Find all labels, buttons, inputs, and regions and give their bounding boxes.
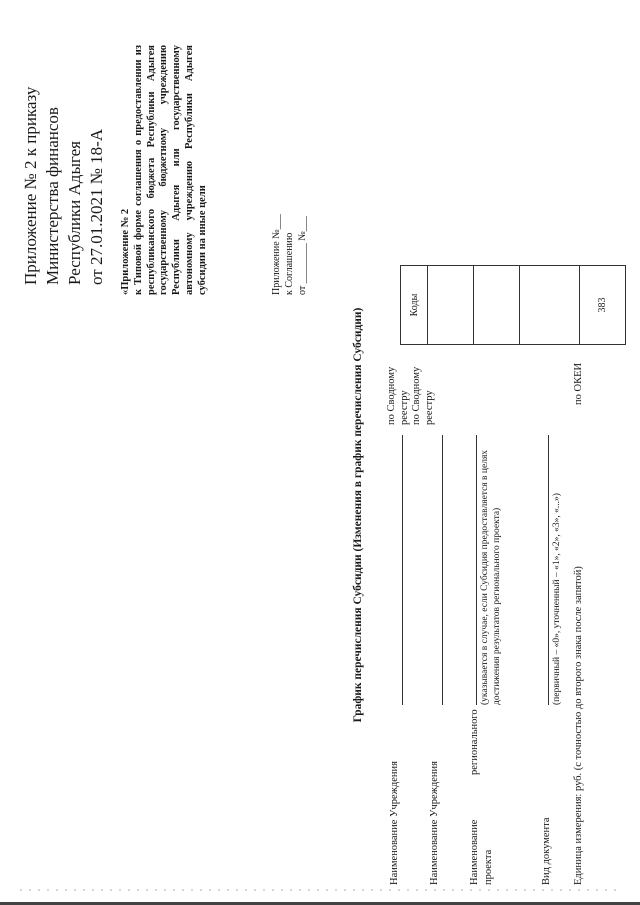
appendix-date-line: от 27.01.2021 № 18-А <box>87 128 107 285</box>
project-line <box>476 435 477 705</box>
codes-cell <box>428 266 474 345</box>
agreement-line: от ________ №___ <box>297 216 308 295</box>
project-label-2: регионального <box>469 709 480 775</box>
form-reference-title: «Приложение № 2 <box>120 208 131 295</box>
scan-artifact <box>20 889 620 891</box>
svod-label-1: по Сводному реестру <box>386 366 411 425</box>
unit-label: Единица измерения: руб. (с точностью до второго знака после запятой) <box>573 566 584 885</box>
institution-1-line <box>402 435 403 705</box>
appendix-line: Приложение № 2 к приказу <box>21 86 40 285</box>
project-label-3: проекта <box>483 849 494 885</box>
codes-cell <box>520 266 580 345</box>
agreement-line: к Соглашению <box>284 232 295 295</box>
project-hint: (указывается в случае, если Субсидия предоставляется в целях достижения результатов регионального проекта) <box>480 449 502 705</box>
okei-code-cell: 383 <box>580 266 626 345</box>
form-reference <box>120 45 210 295</box>
form-reference-body: к Типовой форме соглашения о предоставлении из республиканского бюджета Республики Адыгея государственному бюджетному учреждению Республики Адыгея или государственному автономному учреждению Республики Адыгея субсидии на иные цели <box>132 45 208 295</box>
codes-cell <box>474 266 520 345</box>
institution-label-2: Наименование Учреждения <box>429 761 440 885</box>
doc-type-label: Вид документа <box>541 817 552 885</box>
project-label: Наименование <box>469 819 480 885</box>
doc-type-hint: (первичный – «0», уточненный – «1», «2», «3», «...») <box>552 493 562 705</box>
appendix-header <box>20 25 108 285</box>
agreement-reference <box>270 95 309 295</box>
institution-2-line <box>442 435 443 705</box>
appendix-line: Республики Адыгея <box>65 141 85 285</box>
svod-label-2: по Сводному реестру <box>411 366 436 425</box>
okei-label: по ОКЕИ <box>573 362 584 405</box>
appendix-line: Министерства финансов <box>43 107 63 285</box>
document-heading: График перечисления Субсидии (Изменения в график перечисления Субсидии) <box>352 307 364 723</box>
codes-header: Коды <box>401 266 428 345</box>
institution-label-1: Наименование Учреждения <box>389 761 400 885</box>
doc-type-line <box>548 435 549 705</box>
agreement-line: Приложение №___ <box>271 214 282 295</box>
codes-table <box>400 265 626 345</box>
